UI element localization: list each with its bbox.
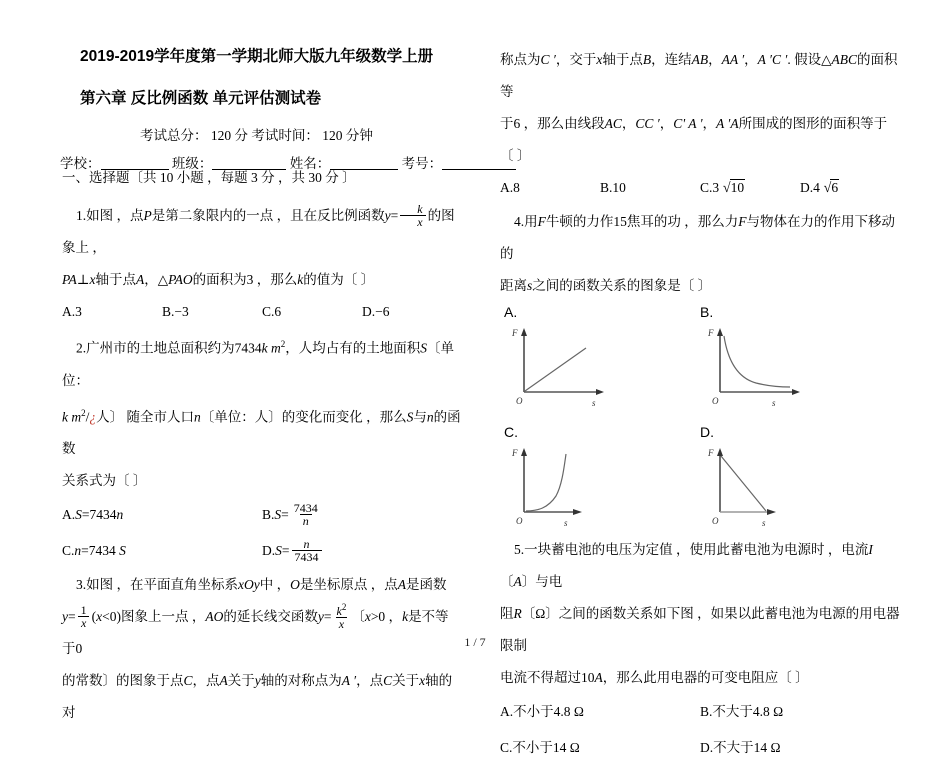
question-1-options [62, 296, 462, 328]
q3-point-O: O [290, 577, 300, 592]
id-label: 考号： [401, 156, 443, 171]
question-2-line2 [62, 397, 462, 466]
q4-option-d[interactable] [700, 424, 885, 536]
q2-b-num: 7434 [293, 500, 318, 515]
question-2 [62, 328, 462, 397]
question-2-line3: 关系式为〔 〕 [62, 473, 147, 488]
q2-text-e: 〔单位：人〕的变化而变化 ，那么 [200, 409, 407, 424]
q3-text-v: . 假设△ [787, 52, 832, 67]
q2-unit-km2: k m [62, 409, 82, 424]
q3-text-u: ， [744, 52, 758, 67]
right-column [500, 44, 900, 766]
q3-text-t: ， [708, 52, 722, 67]
q3-text-j: ，点 [192, 673, 220, 688]
q3-text-x: 于6 ，那么由线段 [500, 116, 605, 131]
q5-option-row-2 [500, 730, 900, 766]
q3-text-aa: ， [702, 116, 717, 131]
svg-text:s: s [592, 398, 596, 408]
q2-d-prefix: D. [262, 543, 276, 558]
q1-eq: = [390, 208, 399, 223]
q5-var-I: I [868, 542, 873, 557]
q3-seg-AO: AO [205, 609, 224, 624]
q2-b-den: n [300, 514, 312, 528]
q3-c-radicand: 10 [730, 180, 745, 195]
q3-fraction-2 [333, 603, 349, 631]
q3-seg-CCp: CC ′ [635, 116, 660, 131]
page-subtitle: 第六章 反比例函数 单元评估测试卷 [80, 90, 322, 107]
q3-fraction-1 [78, 604, 90, 630]
q2-b-fraction [291, 502, 321, 528]
q3-point-Cprime: C ′ [540, 52, 556, 67]
q5-option-c[interactable]: C.不小于14 Ω [500, 740, 580, 755]
q3-var-k: k [402, 609, 409, 624]
q3-d-radicand: 6 [831, 180, 839, 195]
q4-var-s: s [527, 278, 533, 293]
page-title: 2019-2019学年度第一学期北师大版九年级数学上册 [80, 48, 434, 65]
svg-text:F: F [708, 448, 714, 458]
q3-text-b: 中 ， [259, 577, 291, 592]
question-5-line2 [500, 598, 900, 662]
q3-f2-k: k [336, 603, 342, 618]
q1-option-a[interactable]: A.3 [62, 304, 82, 319]
q3-ineq: <0) [102, 609, 121, 624]
q4-text-a: 4.用 [514, 214, 538, 229]
q3-f2-den: x [336, 617, 347, 631]
q3-f2-num [333, 603, 349, 618]
q2-d-den: 7434 [292, 550, 322, 564]
q5-unit-A2: A [594, 670, 603, 685]
q3-c-prefix: C.3 [700, 180, 720, 195]
q3-text-e: 图象上一点 ， [120, 609, 206, 624]
question-2-options [62, 497, 462, 569]
q3-text-k: 关于 [227, 673, 255, 688]
q2-c-n: n [74, 543, 82, 558]
q2-c-S: S [119, 543, 126, 558]
q4-c-label: C. [504, 424, 518, 440]
q3-text-a: 3.如图 ，在平面直角坐标系 [76, 577, 238, 592]
q3-text-m: ，点 [356, 673, 384, 688]
q3-var-y2: y [317, 609, 324, 624]
q3-seg-AC: AC [604, 116, 622, 131]
q2-text-f: 与 [413, 409, 427, 424]
q3-text-z: ， [659, 116, 674, 131]
q3-option-b[interactable]: B.10 [600, 180, 626, 195]
q5-option-row-1 [500, 694, 900, 730]
question-3-line3 [62, 665, 462, 729]
svg-text:F: F [512, 448, 518, 458]
q3-f1-num: 1 [80, 602, 87, 617]
q5-text-a: 5.一块蓄电池的电压为定值 ，使用此蓄电池为电源时 ，电流 [514, 542, 869, 557]
q4-d-label: D. [700, 424, 714, 440]
q5-text-d: 〔Ω〕之间的函数关系如下图 ，如果以此蓄电池为电源的用电器限制 [500, 606, 900, 653]
q1-option-b[interactable]: B.−3 [162, 304, 189, 319]
radical-icon: √6 [823, 180, 839, 196]
question-5-line3 [500, 662, 900, 694]
svg-text:O: O [516, 516, 523, 526]
q1-text-b: 是第二象限内的一点 ，且在反比例函数 [151, 208, 385, 223]
exam-meta: 考试总分： 120 分 考试时间： 120 分钟 [140, 128, 373, 143]
q3-eq2: = [323, 609, 332, 624]
q5-text-b: 〕与电 [521, 574, 563, 589]
q2-unit-km: k m [261, 340, 281, 356]
q2-var-S: S [420, 340, 427, 356]
q2-option-row-1 [62, 497, 462, 533]
q4-graph-a [506, 320, 636, 410]
svg-text:O: O [712, 396, 719, 406]
q4-a-label: A. [504, 304, 518, 320]
q3-seg-AAprime: AA ′ [721, 52, 745, 67]
question-4-graph-options [500, 304, 900, 534]
q2-b-S: S [274, 507, 282, 522]
q1-text-f: 的面积为3 ，那么 [192, 272, 298, 287]
q2-d-eq: = [281, 543, 290, 558]
question-3 [62, 569, 462, 601]
q1-var-x: x [89, 272, 96, 287]
q4-option-c[interactable] [504, 424, 689, 536]
svg-text:F: F [512, 328, 518, 338]
school-label: 学校： [60, 156, 101, 171]
name-label: 姓名： [289, 156, 331, 171]
q4-b-label: B. [700, 304, 714, 320]
q4-var-F2: F [738, 214, 747, 229]
q3-point-Aprime: A ′ [341, 673, 357, 688]
question-3-line5 [500, 108, 900, 172]
q3-option-d[interactable] [800, 172, 900, 206]
q3-text-h: 是不等于0 [62, 609, 449, 656]
q3-text-s: ，连结 [651, 52, 692, 67]
q1-text-d: 轴于点 [95, 272, 136, 287]
q3-point-A2: A [219, 673, 228, 688]
q2-d-S: S [275, 543, 282, 558]
q3-text-c: 是坐标原点 ，点 [299, 577, 398, 592]
page-footer: 1 / 7 [464, 635, 486, 649]
q5-text-e: 电流不得超过10 [500, 670, 595, 685]
q1-tri-PAO: PAO [168, 272, 193, 287]
q3-coord-xOy: xOy [238, 577, 260, 592]
q2-var-n: n [194, 409, 201, 424]
q3-text-w: 的面积等 [500, 52, 898, 99]
q3-text-q: ，交于 [555, 52, 597, 67]
q2-a-prefix: A. [62, 507, 76, 522]
question-4-line2 [500, 270, 900, 302]
q3-text-y: ， [621, 116, 636, 131]
q2-text-b: ，人均占有的土地面积 [285, 340, 421, 356]
q4-option-a[interactable] [504, 304, 689, 416]
q5-text-c: 阻 [500, 606, 514, 621]
q3-tri-ABC: ABC [831, 52, 857, 67]
q2-garbled-char: ¿ [89, 409, 97, 424]
q2-d-num: n [303, 536, 310, 551]
svg-text:s: s [762, 518, 766, 528]
q2-c-eq: =7434 [81, 543, 120, 558]
q1-perp: ⊥ [76, 272, 90, 287]
question-5 [500, 534, 900, 598]
q3-eq: = [68, 609, 76, 624]
q4-graph-b [702, 320, 832, 410]
svg-text:s: s [564, 518, 568, 528]
q3-text-n: 关于 [392, 673, 420, 688]
q1-text-e: ，△ [144, 272, 169, 287]
q3-text-p: 称点为 [500, 52, 541, 67]
q4-graph-d [702, 440, 832, 530]
q1-frac-num: k [417, 201, 423, 216]
q2-option-c[interactable] [62, 535, 262, 567]
q3-point-B: B [642, 52, 652, 67]
q3-f1-den: x [78, 616, 89, 630]
q3-seg-ApA: A ′A [716, 116, 739, 131]
q3-point-A: A [397, 577, 406, 592]
q3-text-i: 的常数〕的图象于点 [62, 673, 184, 688]
q2-text-c: 〔单位： [62, 340, 454, 388]
q4-graph-c [506, 440, 636, 530]
q3-var-x2: x [364, 609, 371, 624]
q2-b-prefix: B. [262, 507, 275, 522]
q2-text-g: 的函数 [62, 409, 461, 456]
q3-option-c[interactable] [700, 172, 800, 206]
svg-text:O: O [712, 516, 719, 526]
q2-var-S2: S [406, 409, 414, 424]
q4-text-d: 距离 [500, 278, 527, 293]
svg-text:O: O [516, 396, 523, 406]
q2-option-a[interactable] [62, 499, 262, 531]
q3-axis-x2: x [596, 52, 603, 67]
q5-paren-open: 〔 [500, 574, 514, 589]
q3-seg-ApCp: A ′C ′ [757, 52, 788, 67]
svg-text:s: s [772, 398, 776, 408]
svg-text:F: F [708, 328, 714, 338]
q5-var-R: R [513, 606, 522, 621]
q5-option-a[interactable]: A.不小于4.8 Ω [500, 704, 584, 719]
q2-a-S: S [75, 507, 82, 522]
q3-text-g: >0 ， [370, 609, 403, 624]
question-5-options [500, 694, 900, 766]
q1-var-y: y [384, 208, 391, 223]
q4-text-c: 与物体在力的作用下移动的 [500, 214, 895, 261]
q3-point-C: C [183, 673, 193, 688]
q2-unit-sup: 2 [280, 339, 286, 349]
q3-axis-y: y [254, 673, 261, 688]
q5-unit-A: A [513, 574, 522, 589]
q2-option-b[interactable] [262, 499, 462, 531]
q2-slash: / [85, 409, 90, 424]
q3-text-l: 轴的对称点为 [260, 673, 342, 688]
q3-option-a[interactable]: A.8 [500, 180, 520, 195]
q2-d-fraction [292, 538, 322, 564]
q1-frac-den: x [400, 215, 425, 229]
q5-text-f: ，那么此用电器的可变电阻应〔 〕 [602, 670, 809, 685]
question-1 [62, 200, 462, 264]
q3-paren-open: ( [91, 609, 97, 624]
q3-seg-CpAp: C' A ' [673, 116, 703, 131]
q4-option-b[interactable] [700, 304, 885, 416]
q3-axis-x: x [419, 673, 426, 688]
q2-c-prefix: C. [62, 543, 75, 558]
q1-option-d[interactable]: D.−6 [362, 304, 390, 319]
q1-fraction [400, 203, 425, 229]
question-3-line4 [500, 44, 900, 108]
q1-seg-PA: PA [62, 272, 77, 287]
q5-option-b[interactable]: B.不大于4.8 Ω [700, 704, 784, 719]
q3-text-f: 的延长线交函数 [223, 609, 318, 624]
q3-point-C2: C [383, 673, 393, 688]
q3-var-y: y [62, 609, 68, 624]
q4-var-F: F [537, 214, 546, 229]
q3-f2-sup: 2 [341, 601, 347, 612]
q1-text-a: 1.如图 ，点 [76, 208, 144, 223]
q3-var-x: x [96, 609, 103, 624]
q2-b-eq: = [281, 507, 289, 522]
question-3-options [500, 172, 900, 206]
q1-var-k: k [297, 272, 304, 287]
q2-unit-sup2: 2 [81, 407, 86, 418]
question-3-line2 [62, 601, 462, 665]
q2-text-d: 人〕 随全市人口 [96, 409, 195, 424]
section-heading: 一、选择题〔共 10 小题 ，每题 3 分 ，共 30 分 〕 [62, 170, 356, 185]
q1-var-P: P [143, 208, 152, 223]
q3-text-r: 轴于点 [602, 52, 643, 67]
q3-bracket-open: 〔 [351, 609, 365, 624]
q2-a-n: n [116, 507, 124, 522]
q3-text-bb: 所围成的图形的面积等于〔 〕 [500, 116, 888, 163]
q2-text-a: 2.广州市的土地总面积约为7434 [76, 340, 262, 356]
q3-text-d: 是函数 [405, 577, 447, 592]
question-1-line2 [62, 264, 462, 296]
q1-text-c: 的图象上 ， [62, 208, 455, 255]
q2-option-d[interactable] [262, 535, 462, 567]
q2-a-eq: =7434 [81, 507, 117, 522]
q4-text-b: 牛顿的力作15焦耳的功 ，那么力 [545, 214, 739, 229]
q1-option-c[interactable]: C.6 [262, 304, 282, 319]
q3-text-o: 轴的对 [62, 673, 453, 720]
q2-var-n2: n [426, 409, 434, 424]
q3-d-prefix: D.4 [800, 180, 820, 195]
q3-seg-AB: AB [691, 52, 709, 67]
q5-option-d[interactable]: D.不大于14 Ω [700, 740, 781, 755]
q4-text-e: 之间的函数关系的图象是〔 〕 [532, 278, 712, 293]
q1-text-g: 的值为〔 〕 [303, 272, 375, 287]
class-label: 班级： [171, 156, 213, 171]
q2-option-row-2 [62, 533, 462, 569]
radical-icon: √10 [722, 180, 745, 196]
question-4 [500, 206, 900, 270]
q1-point-A: A [135, 272, 145, 287]
